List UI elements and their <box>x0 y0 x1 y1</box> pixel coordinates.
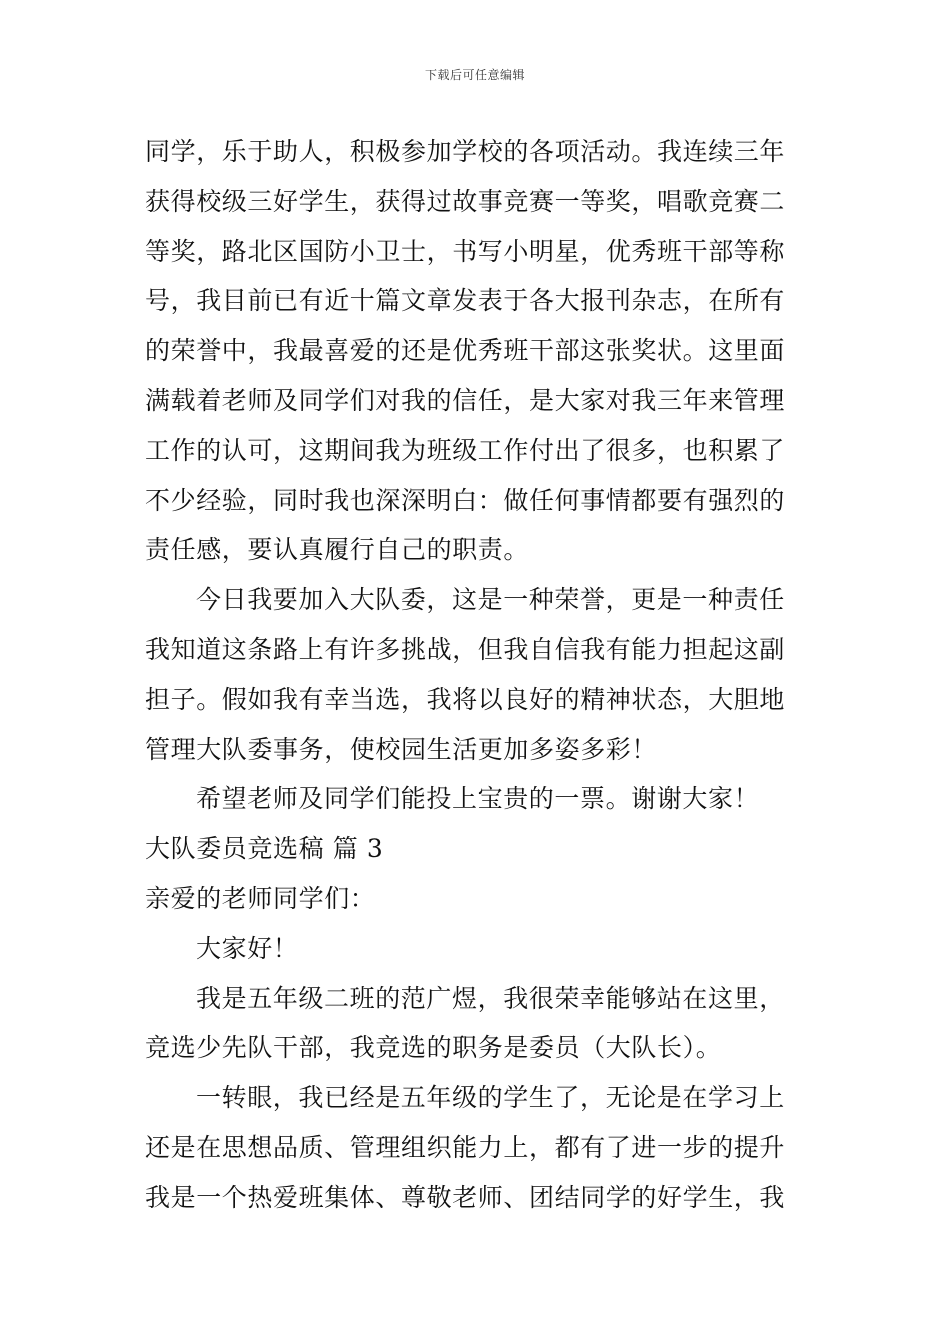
paragraph-line: 的荣誉中，我最喜爱的还是优秀班干部这张奖状。这里面 <box>145 336 786 366</box>
paragraph-line: 今日我要加入大队委，这是一种荣誉，更是一种责任 <box>196 585 785 615</box>
paragraph-line: 一转眼，我已经是五年级的学生了，无论是在学习上 <box>196 1083 785 1113</box>
paragraph-line: 号，我目前已有近十篇文章发表于各大报刊杂志，在所有 <box>145 286 786 316</box>
paragraph-line: 等奖，路北区国防小卫士，书写小明星，优秀班干部等称 <box>145 236 786 266</box>
paragraph-line: 工作的认可，这期间我为班级工作付出了很多，也积累了 <box>145 435 786 465</box>
header-note: 下载后可任意编辑 <box>424 68 525 82</box>
paragraph-line: 满载着老师及同学们对我的信任，是大家对我三年来管理 <box>145 385 786 415</box>
paragraph-line: 竞选少先队干部，我竞选的职务是委员（大队长）。 <box>145 1033 722 1063</box>
paragraph-line: 担子。假如我有幸当选，我将以良好的精神状态，大胆地 <box>145 684 786 714</box>
paragraph-line: 我是五年级二班的范广煜，我很荣幸能够站在这里， <box>196 983 785 1013</box>
paragraph-line: 我知道这条路上有许多挑战，但我自信我有能力担起这副 <box>145 634 786 664</box>
paragraph-line: 获得校级三好学生，获得过故事竞赛一等奖，唱歌竞赛二 <box>145 186 786 216</box>
paragraph-line: 不少经验，同时我也深深明白：做任何事情都要有强烈的 <box>145 485 786 515</box>
paragraph-line: 管理大队委事务，使校园生活更加多姿多彩！ <box>145 734 658 764</box>
document-body <box>145 127 810 1223</box>
paragraph-line: 责任感，要认真履行自己的职责。 <box>145 535 530 565</box>
paragraph-line: 我是一个热爱班集体、尊敬老师、团结同学的好学生，我 <box>145 1182 786 1212</box>
paragraph-line: 同学，乐于助人，积极参加学校的各项活动。我连续三年 <box>145 137 786 166</box>
salutation: 亲爱的老师同学们： <box>145 883 376 913</box>
greeting: 大家好！ <box>196 933 299 963</box>
section-heading: 大队委员竞选稿 篇 3 <box>145 834 384 864</box>
paragraph-line: 还是在思想品质、管理组织能力上，都有了进一步的提升 <box>145 1132 786 1162</box>
paragraph-line: 希望老师及同学们能投上宝贵的一票。谢谢大家！ <box>196 784 760 814</box>
